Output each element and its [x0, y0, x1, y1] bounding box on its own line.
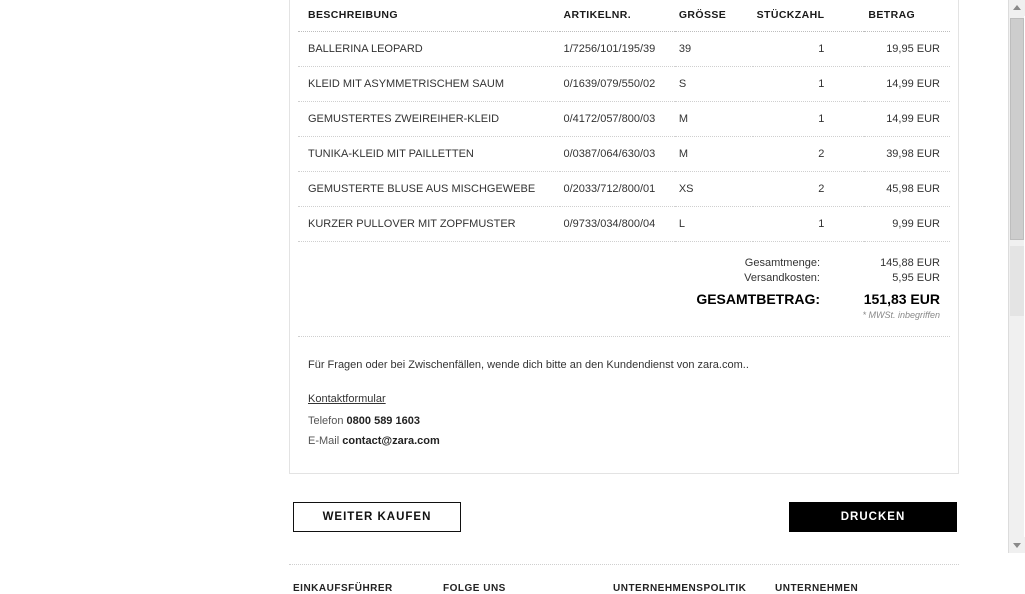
footer-heading-shopping-guide[interactable]: EINKAUFSFÜHRER [293, 583, 393, 594]
cell-quantity: 2 [753, 172, 865, 207]
cell-article-number: 0/0387/064/630/03 [560, 137, 675, 172]
grand-total-value: 151,83 EUR [863, 291, 940, 307]
customer-service-intro: Für Fragen oder bei Zwischenfällen, wende dich bitte an den Kundendienst von zara.com.. [308, 359, 749, 371]
vertical-scrollbar[interactable] [1008, 0, 1024, 553]
column-header-amount: BETRAG [864, 0, 950, 32]
scroll-up-arrow-icon[interactable] [1009, 0, 1025, 16]
table-row [298, 137, 950, 172]
order-summary-card [289, 0, 959, 474]
cell-quantity: 1 [753, 67, 865, 102]
column-header-article-number: ARTIKELNR. [560, 0, 675, 32]
left-gutter [0, 0, 240, 553]
cell-size: L [675, 207, 753, 242]
footer-heading-follow-us[interactable]: FOLGE UNS [443, 583, 506, 594]
cell-description: BALLERINA LEOPARD [298, 32, 560, 67]
cell-quantity: 1 [753, 32, 865, 67]
cell-size: S [675, 67, 753, 102]
column-header-size: GRÖSSE [675, 0, 753, 32]
cell-article-number: 1/7256/101/195/39 [560, 32, 675, 67]
continue-shopping-button[interactable]: WEITER KAUFEN [293, 502, 461, 532]
footer-heading-company-policy[interactable]: UNTERNEHMENSPOLITIK [613, 583, 747, 594]
action-buttons-row [289, 502, 959, 536]
print-button[interactable]: DRUCKEN [789, 502, 957, 532]
cell-size: 39 [675, 32, 753, 67]
subtotal-label: Gesamtmenge: [744, 257, 820, 269]
phone-label: Telefon [308, 415, 344, 427]
totals-section [298, 242, 950, 337]
table-header-row [298, 0, 950, 32]
column-header-quantity: STÜCKZAHL [753, 0, 865, 32]
cell-article-number: 0/4172/057/800/03 [560, 102, 675, 137]
scroll-down-arrow-icon[interactable] [1009, 537, 1025, 553]
cell-amount: 19,95 EUR [864, 32, 950, 67]
cell-description: TUNIKA-KLEID MIT PAILLETTEN [298, 137, 560, 172]
cell-article-number: 0/1639/079/550/02 [560, 67, 675, 102]
cell-size: XS [675, 172, 753, 207]
grand-total-label: GESAMTBETRAG: [696, 291, 820, 307]
cell-description: KURZER PULLOVER MIT ZOPFMUSTER [298, 207, 560, 242]
site-footer [289, 565, 959, 594]
cell-amount: 14,99 EUR [864, 67, 950, 102]
table-row [298, 207, 950, 242]
footer-heading-company[interactable]: UNTERNEHMEN [775, 583, 859, 594]
scrollbar-thumb[interactable] [1010, 18, 1024, 240]
cell-article-number: 0/9733/034/800/04 [560, 207, 675, 242]
table-row [298, 102, 950, 137]
cell-quantity: 1 [753, 102, 865, 137]
cell-article-number: 0/2033/712/800/01 [560, 172, 675, 207]
shipping-label: Versandkosten: [744, 272, 820, 284]
subtotal-value: 145,88 EUR [880, 257, 940, 269]
order-items-table [298, 0, 950, 242]
totals-block [640, 256, 940, 320]
scrollbar-track-segment[interactable] [1010, 246, 1024, 316]
grand-total-row [640, 290, 940, 308]
cell-amount: 39,98 EUR [864, 137, 950, 172]
table-row [298, 67, 950, 102]
vat-note: * MWSt. inbegriffen [862, 310, 940, 320]
phone-line [308, 411, 940, 431]
cell-quantity: 1 [753, 207, 865, 242]
cell-amount: 9,99 EUR [864, 207, 950, 242]
cell-description: GEMUSTERTE BLUSE AUS MISCHGEWEBE [298, 172, 560, 207]
subtotal-row [640, 256, 940, 271]
email-address[interactable]: contact@zara.com [342, 435, 440, 447]
invoice-content [240, 0, 1008, 594]
table-row [298, 172, 950, 207]
table-head [298, 0, 950, 32]
shipping-value: 5,95 EUR [892, 272, 940, 284]
cell-amount: 14,99 EUR [864, 102, 950, 137]
shipping-row [640, 271, 940, 286]
contact-form-link[interactable]: Kontaktformular [308, 393, 386, 405]
cell-description: KLEID MIT ASYMMETRISCHEM SAUM [298, 67, 560, 102]
cell-description: GEMUSTERTES ZWEIREIHER-KLEID [298, 102, 560, 137]
cell-size: M [675, 137, 753, 172]
cell-size: M [675, 102, 753, 137]
cell-amount: 45,98 EUR [864, 172, 950, 207]
customer-service-block [298, 337, 950, 473]
email-label: E-Mail [308, 435, 340, 447]
phone-number: 0800 589 1603 [346, 415, 420, 427]
table-body [298, 32, 950, 242]
cell-quantity: 2 [753, 137, 865, 172]
table-row [298, 32, 950, 67]
email-line [308, 431, 940, 451]
column-header-description: BESCHREIBUNG [298, 0, 560, 32]
